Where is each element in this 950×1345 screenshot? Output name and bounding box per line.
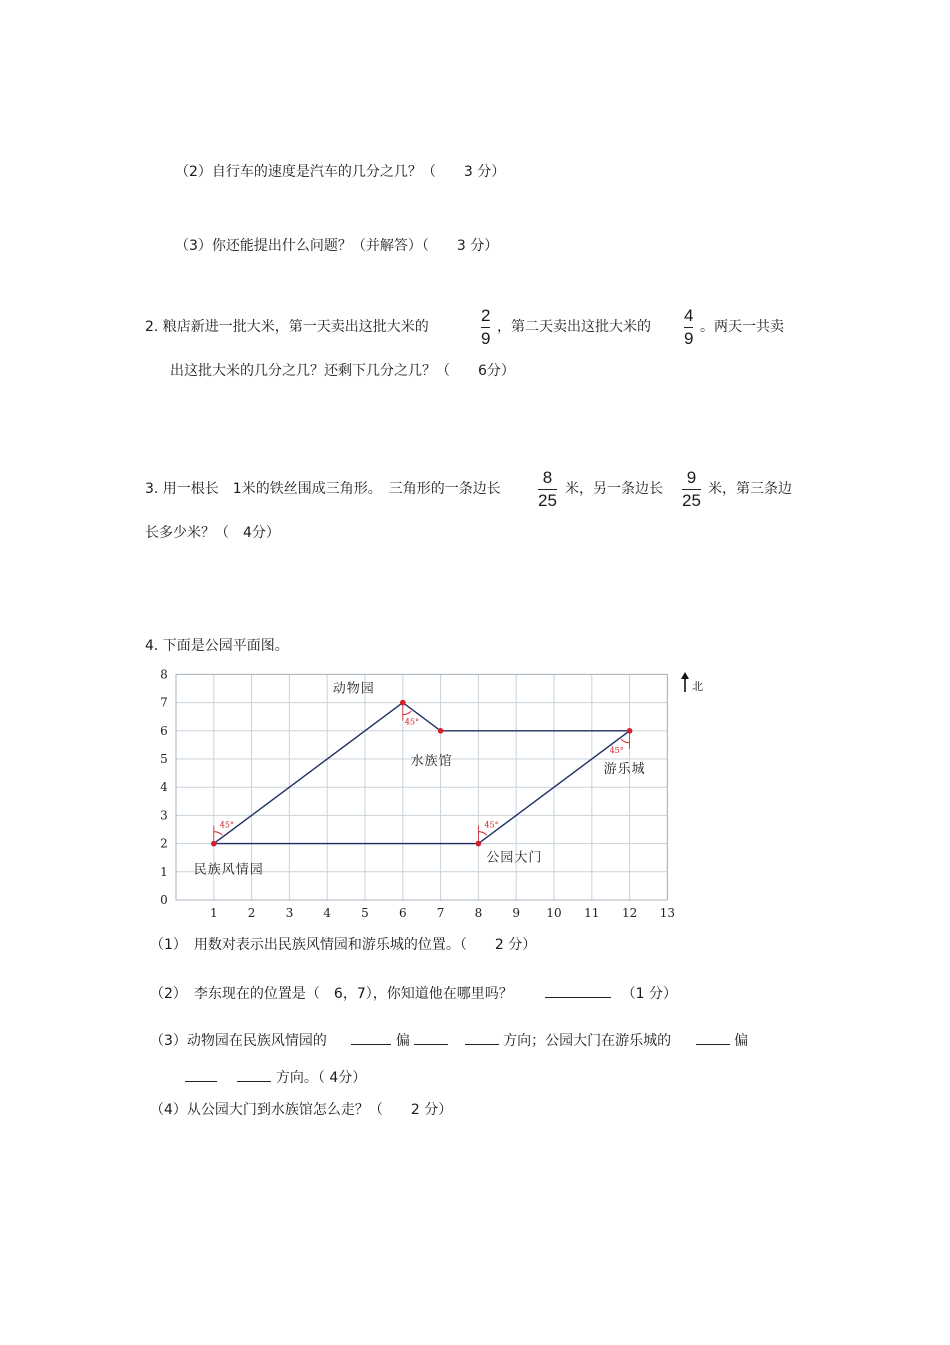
q2-line2: 出这批大米的几分之几？还剩下几分之几？（ 6分）	[170, 363, 515, 379]
x-tick-label: 5	[361, 906, 369, 920]
q1-sub2: （2）自行车的速度是汽车的几分之几？（ 3 分）	[175, 164, 506, 180]
answer-blank[interactable]	[351, 1030, 391, 1045]
map-route	[214, 703, 630, 844]
q2-fraction-1	[481, 306, 490, 349]
x-tick-label: 13	[659, 906, 676, 920]
answer-blank[interactable]	[414, 1030, 448, 1045]
fraction-numerator: 9	[686, 468, 697, 487]
x-tick-label: 8	[474, 906, 483, 920]
q3-line2: 长多少米？（ 4分）	[145, 525, 280, 541]
fraction-denominator: 25	[682, 491, 701, 510]
fraction-bar	[682, 489, 701, 490]
y-tick-label: 4	[160, 780, 168, 795]
x-tick-label: 7	[436, 906, 445, 920]
x-tick-label: 11	[584, 906, 600, 920]
location-label: 游乐城	[603, 761, 646, 777]
fraction-numerator: 4	[684, 306, 694, 325]
x-tick-label: 2	[247, 906, 256, 920]
x-tick-label: 6	[398, 906, 407, 920]
angle-arc	[403, 711, 411, 715]
q3-fraction-1	[538, 468, 557, 511]
location-label: 民族风情园	[193, 862, 264, 878]
q4-sub1: （1） 用数对表示出民族风情园和游乐城的位置。（ 2 分）	[150, 937, 537, 953]
fraction-bar	[481, 327, 490, 328]
q2-text-b: ，第二天卖出这批大米的	[497, 319, 651, 335]
q4-title: 4. 下面是公园平面图。	[145, 638, 289, 654]
angle-arc	[214, 832, 222, 836]
q4-sub2	[150, 983, 677, 1004]
q4-sub2-text: （2） 李东现在的位置是（ 6，7），你知道他在哪里吗？	[150, 986, 513, 1002]
q1-sub3: （3）你还能提出什么问题？（并解答）（ 3 分）	[175, 238, 499, 254]
y-tick-label: 3	[160, 808, 168, 823]
x-tick-label: 1	[209, 906, 218, 920]
y-tick-label: 0	[160, 893, 168, 907]
north-arrow-icon	[681, 672, 689, 692]
map-angles	[214, 703, 630, 844]
location-point	[438, 728, 444, 734]
y-tick-label: 1	[160, 864, 168, 879]
q4-sub3-text-a: （3）动物园在民族风情园的	[150, 1033, 327, 1049]
answer-blank[interactable]	[696, 1030, 730, 1045]
q4-sub3-line1	[150, 1030, 748, 1051]
fraction-denominator: 9	[684, 329, 694, 348]
angle-label: 45°	[484, 820, 499, 830]
y-tick-label: 2	[160, 836, 168, 851]
location-label: 公园大门	[486, 850, 543, 866]
q4-sub3-line2	[185, 1067, 366, 1088]
q4-sub4: （4）从公园大门到水族馆怎么走？（ 2 分）	[150, 1102, 453, 1118]
x-tick-label: 12	[621, 906, 638, 920]
x-tick-label: 10	[546, 906, 562, 920]
map-ticks	[160, 667, 675, 920]
map-labels	[194, 681, 646, 878]
fraction-numerator: 8	[542, 468, 553, 487]
y-tick-label: 5	[160, 752, 168, 766]
q3-text-c: 米，第三条边	[708, 481, 792, 497]
angle-label: 45°	[404, 717, 419, 727]
location-point	[627, 728, 633, 734]
q4-sub3-pian-1: 偏	[395, 1033, 410, 1049]
angle-label: 45°	[219, 820, 234, 830]
q4-sub3-text-c: 方向；公园大门在游乐城的	[503, 1033, 672, 1049]
q3-text-b: 米，另一条边长	[565, 481, 663, 497]
q4-sub2-points: （1 分）	[621, 986, 677, 1002]
park-map	[150, 665, 710, 927]
location-label: 水族馆	[410, 753, 453, 769]
fraction-bar	[684, 327, 693, 328]
y-tick-label: 8	[160, 667, 168, 682]
fraction-denominator: 25	[538, 491, 557, 510]
answer-blank[interactable]	[237, 1067, 271, 1082]
location-point	[211, 841, 217, 847]
north-label: 北	[692, 680, 703, 693]
angle-arc	[478, 832, 486, 836]
location-label: 动物园	[332, 681, 375, 697]
angle-label: 45°	[609, 745, 624, 755]
x-tick-label: 3	[285, 906, 294, 920]
q4-sub3-pian-2: 偏	[734, 1033, 749, 1049]
q2-fraction-2	[684, 306, 693, 349]
q2-text-a: 2. 粮店新进一批大米，第一天卖出这批大米的	[145, 319, 429, 335]
location-point	[476, 841, 482, 847]
q3-fraction-2	[682, 468, 701, 511]
fraction-denominator: 9	[481, 329, 491, 348]
fraction-bar	[538, 489, 557, 490]
x-tick-label: 9	[512, 906, 521, 920]
answer-blank[interactable]	[465, 1030, 499, 1045]
q4-sub3-text-e: 方向。（ 4分）	[275, 1070, 367, 1086]
y-tick-label: 7	[160, 695, 168, 710]
x-tick-label: 4	[323, 906, 332, 920]
angle-arc	[621, 739, 629, 743]
q3-text-a: 3. 用一根长 1米的铁丝围成三角形。 三角形的一条边长	[145, 481, 501, 497]
q2-text-c: 。两天一共卖	[700, 319, 784, 335]
answer-blank[interactable]	[545, 983, 611, 998]
y-tick-label: 6	[160, 723, 168, 738]
location-point	[400, 700, 406, 706]
answer-blank[interactable]	[185, 1067, 217, 1082]
fraction-numerator: 2	[481, 306, 491, 325]
map-points	[211, 700, 632, 847]
route-path	[214, 703, 630, 844]
